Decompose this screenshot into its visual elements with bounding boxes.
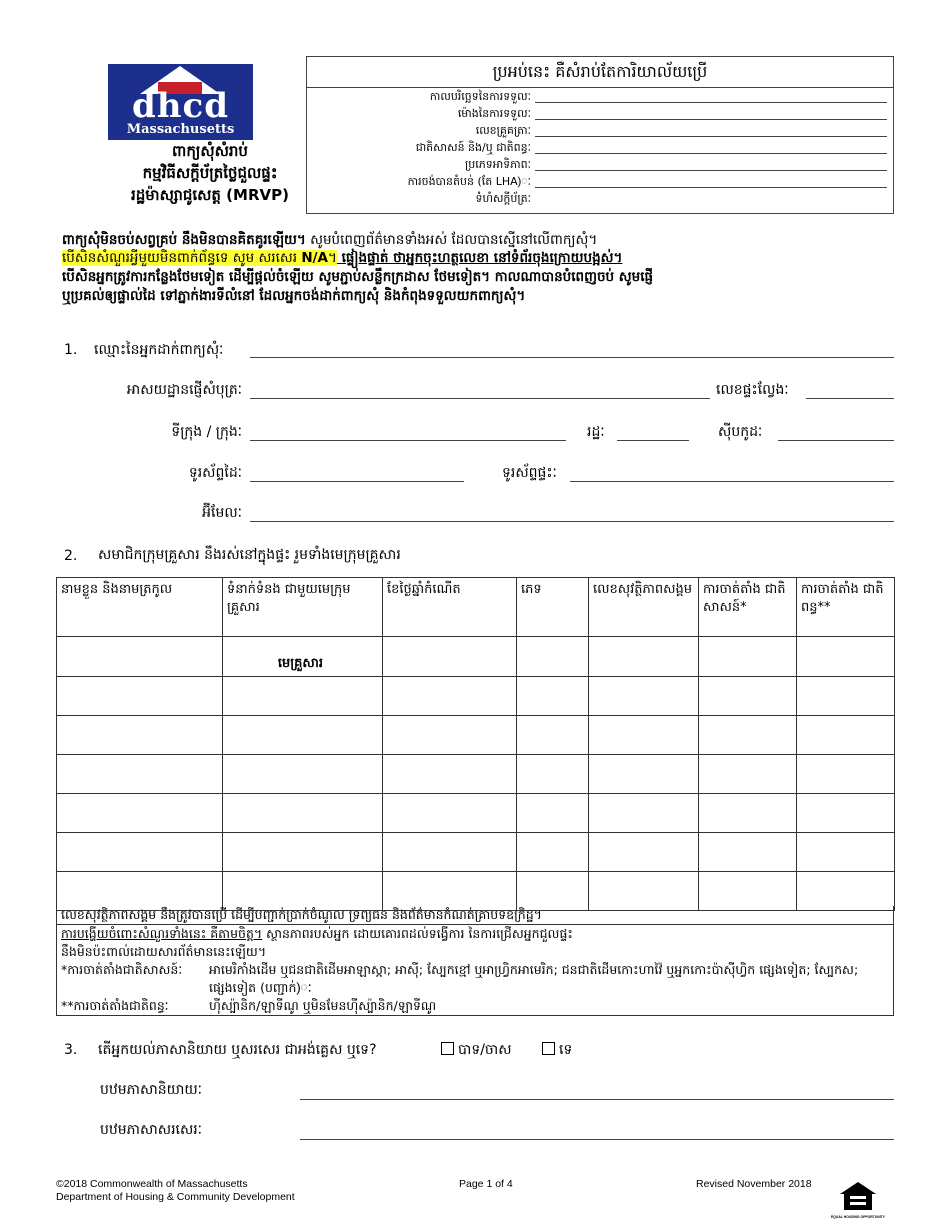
table-cell[interactable]	[589, 755, 699, 794]
mailing-address-label: អាសយដ្ឋានផ្ញើសំបុត្រៈ	[126, 382, 242, 398]
table-cell[interactable]	[223, 677, 383, 716]
table-cell[interactable]	[223, 872, 383, 911]
section-1-number: 1.	[64, 342, 78, 358]
col-dob-header: ខែថ្ងៃឆ្នាំកំណើត	[383, 578, 517, 637]
table-cell[interactable]	[383, 833, 517, 872]
primary-spoken-label: បឋមភាសានិយាយៈ	[100, 1082, 203, 1098]
table-cell[interactable]	[797, 794, 895, 833]
office-field-time-received[interactable]	[307, 105, 893, 122]
table-cell[interactable]	[383, 637, 517, 677]
office-field-priority-type[interactable]	[307, 156, 893, 173]
section-3-number: 3.	[64, 1042, 78, 1058]
no-checkbox[interactable]	[542, 1042, 555, 1055]
table-cell[interactable]	[517, 637, 589, 677]
apt-number-field[interactable]	[806, 398, 894, 399]
table-row	[57, 755, 895, 794]
office-field-control-number[interactable]	[307, 122, 893, 139]
table-cell[interactable]	[699, 794, 797, 833]
table-cell[interactable]	[797, 677, 895, 716]
table-cell[interactable]	[57, 716, 223, 755]
table-cell[interactable]	[517, 794, 589, 833]
office-field-label: កាលបរិច្ឆេទនៃការទទួលៈ	[429, 90, 531, 103]
office-field-date-received[interactable]	[307, 88, 893, 105]
table-cell[interactable]	[223, 755, 383, 794]
table-cell[interactable]	[57, 637, 223, 677]
instruction-text: សូមបំពេញព័ត៌មានទាំងអស់ ដែលបានស្នើនៅលើពាក្យសុំ។	[305, 232, 598, 248]
instruction-line-3: បើសិនអ្នកត្រូវការកន្លែងថែមទៀត ដើម្បីផ្ដល់ចំឡើយ សូមភ្ជាប់សន្លឹកក្រដាស ថែមទៀត។ កាលណាបានបំពេញចប់ សូមផ្ញើ	[62, 269, 654, 285]
yes-label: បាទ/ចាស	[458, 1042, 512, 1058]
ssn-note: លេខសុវត្ថិភាពសង្គម នឹងត្រូវបានប្រើ ដើម្បីបញ្ជាក់ប្រាក់ចំណូល ទ្រព្យធន និងព័ត៌មានកំណត់គ្រាបទឧក្រិដ្ឋ។	[57, 906, 893, 925]
table-cell[interactable]	[517, 716, 589, 755]
footer-revised: Revised November 2018	[696, 1178, 812, 1190]
footer-department: Department of Housing & Community Development	[56, 1191, 295, 1203]
table-cell[interactable]	[383, 755, 517, 794]
office-field-label: ប្រភេទអាទិភាពៈ	[465, 158, 531, 171]
equal-housing-icon	[830, 1180, 886, 1220]
primary-written-label: បឋមភាសាសរសេរៈ	[100, 1122, 203, 1138]
table-cell[interactable]	[797, 833, 895, 872]
table-cell[interactable]	[223, 794, 383, 833]
table-cell[interactable]	[517, 755, 589, 794]
ethnicity-definition-label: **ការចាត់តាំងជាតិពន្ធៈ	[61, 998, 169, 1013]
table-cell[interactable]	[589, 872, 699, 911]
table-cell[interactable]	[383, 716, 517, 755]
table-row	[57, 872, 895, 911]
table-cell[interactable]	[57, 755, 223, 794]
instruction-line-2	[62, 248, 622, 268]
equal-housing-logo-svg	[830, 1180, 886, 1220]
footer-page-number: Page 1 of 4	[459, 1178, 513, 1190]
app-title-line-1: ពាក្យសុំសំរាប់	[172, 142, 248, 160]
household-table	[56, 577, 895, 911]
office-field-race-ethnicity[interactable]	[307, 139, 893, 156]
table-cell[interactable]	[383, 677, 517, 716]
col-ethnicity-header: ការចាត់តាំង ជាតិពន្ធ**	[797, 578, 895, 637]
table-cell[interactable]	[589, 794, 699, 833]
section-2-number: 2.	[64, 548, 78, 564]
english-question: តើអ្នកយល់ភាសានិយាយ ឬសរសេរ ជាអង់គ្លេស ឬទេ?	[98, 1042, 377, 1058]
table-row	[57, 637, 895, 677]
section-2-title: សមាជិកក្រុមគ្រួសារ នឹងរស់នៅក្នុងផ្ទះ រួមទាំងមេក្រុមគ្រួសារ	[98, 547, 401, 563]
table-cell[interactable]	[517, 833, 589, 872]
table-cell[interactable]	[797, 755, 895, 794]
na-text: N/A	[301, 250, 328, 266]
apt-number-label: លេខផ្ទះល្វែងៈ	[716, 382, 789, 398]
dhcd-logo	[108, 64, 253, 140]
head-of-household-label: មេគ្រួសារ	[277, 656, 324, 671]
instruction-line-1	[62, 230, 597, 250]
primary-written-field[interactable]	[300, 1139, 894, 1140]
logo-subtitle: Massachusetts	[126, 122, 235, 137]
ethnicity-definition	[57, 997, 893, 1015]
office-field-region-preference[interactable]	[307, 173, 893, 190]
table-cell[interactable]	[383, 794, 517, 833]
city-town-field[interactable]	[250, 440, 566, 441]
table-cell[interactable]	[699, 755, 797, 794]
office-field-label: ទំហំសក្ដីប័ត្រៈ	[475, 192, 531, 205]
office-field-label: ជាតិសាសន៍ និង/ឬ ជាតិពន្ធៈ	[415, 141, 531, 154]
table-cell[interactable]	[589, 677, 699, 716]
table-cell[interactable]	[517, 872, 589, 911]
applicant-name-field[interactable]	[250, 357, 894, 358]
app-title-line-2: កម្មវិធីសក្ដីប័ត្រថ្លៃជួលផ្ទះ	[142, 164, 278, 182]
table-cell[interactable]	[699, 833, 797, 872]
table-cell[interactable]	[57, 677, 223, 716]
office-field-label: ម៉ោងនៃការទទួលៈ	[457, 107, 531, 120]
table-row	[57, 794, 895, 833]
optional-note-line-2: នឹងមិនប៉ះពាល់ដោយសារព័ត៌មាននេះឡើយ។	[61, 944, 267, 959]
table-cell[interactable]	[797, 872, 895, 911]
instruction-highlight: បើសិនសំណួរអ្វីមួយមិនពាក់ព័ន្ធទេ សូម សរសេរ N/A។	[62, 250, 337, 266]
optional-note-underlined: ការបង្ហើយចំពោះសំណួរទាំងនេះ គឺតាមចិត្ត។	[61, 926, 263, 941]
state-field[interactable]	[617, 440, 689, 441]
optional-note	[57, 925, 893, 943]
table-cell[interactable]	[699, 637, 797, 677]
table-cell[interactable]	[57, 794, 223, 833]
home-phone-label: ទូរស័ព្ទផ្ទះៈ	[502, 465, 557, 481]
table-cell[interactable]	[383, 872, 517, 911]
race-definition	[57, 961, 893, 997]
table-cell[interactable]	[223, 833, 383, 872]
office-use-box	[306, 56, 894, 214]
yes-checkbox[interactable]	[441, 1042, 454, 1055]
english-no-option[interactable]	[542, 1040, 572, 1060]
col-relationship-header: ទំនាក់ទំនង ជាមួយមេក្រុមគ្រួសារ	[223, 578, 383, 637]
office-use-header: ប្រអប់នេះ គឺសំរាប់តែការិយាល័យប្រើ	[307, 57, 893, 88]
office-field-label: លេខគ្រួគត្រាៈ	[475, 124, 531, 137]
race-definition-values: អាមេរិកាំងដើម ឬជនជាតិដើមអាឡាស្កា; អាស៊ី; ស្បែកខ្មៅ ឬអាហ្វ្រិកអាមេរិក; ជនជាតិដើមកោះហាវ៉ៃ ឬអ្នកកោះប៉ាស៊ីហ្វិក ផ្សេងទៀត; ស្បែកស; ផ្សេងទៀត (បញ្ជាក់)ៈ	[209, 962, 859, 995]
table-cell[interactable]	[589, 716, 699, 755]
cell-phone-label: ទូរស័ព្ទដៃៈ	[188, 465, 242, 481]
table-header-row	[57, 578, 895, 637]
office-field-label: ការចង់បានតំបន់ (តែ LHA)ៈ	[407, 175, 531, 188]
table-cell[interactable]	[517, 677, 589, 716]
table-cell[interactable]	[699, 872, 797, 911]
table-row	[57, 833, 895, 872]
table-row	[57, 677, 895, 716]
col-sex-header: ភេទ	[517, 578, 589, 637]
col-race-header: ការចាត់តាំង ជាតិសាសន៍*	[699, 578, 797, 637]
english-yes-option[interactable]	[441, 1040, 512, 1060]
mailing-address-field[interactable]	[250, 398, 710, 399]
table-row	[57, 716, 895, 755]
instruction-sign-note: ផ្ទៀងផ្ទាត់ ថាអ្នកចុះហត្ថលេខា នៅទំព័រចុងក្រោយបង្អស់។	[336, 250, 623, 266]
instruction-line-4: ឬប្រគល់ឲ្យផ្ទាល់ដៃ ទៅភ្នាក់ងារទីលំនៅ ដែលអ្នកចង់ដាក់ពាក្យសុំ និងកំពុងទទួលយកពាក្យសុំ។	[62, 288, 526, 304]
primary-spoken-field[interactable]	[300, 1099, 894, 1100]
zip-label: ស៊ីបកូដៈ	[718, 424, 763, 440]
head-of-household-cell	[223, 637, 383, 677]
table-notes	[56, 906, 894, 1016]
table-cell[interactable]	[57, 833, 223, 872]
instruction-bold: ពាក្យសុំមិនចប់សព្វគ្រប់ នឹងមិនបានគិតគូរឡើយ។	[62, 232, 306, 248]
email-label: អ៊ីមែលៈ	[202, 505, 242, 521]
zip-field[interactable]	[778, 440, 894, 441]
table-cell[interactable]	[589, 637, 699, 677]
home-phone-field[interactable]	[570, 481, 894, 482]
ethnicity-definition-values: ហ៊ីស្ប៉ានិក/ឡាទីណូ ឬមិនមែនហ៊ីស្ប៉ានិក/ឡាទីណូ	[209, 998, 437, 1013]
col-name-header: នាមខ្លួន និងនាមត្រកូល	[57, 578, 223, 637]
table-cell[interactable]	[699, 716, 797, 755]
office-field-voucher-size[interactable]	[307, 190, 893, 207]
table-cell[interactable]	[223, 716, 383, 755]
col-ssn-header: លេខសុវត្ថិភាពសង្គម	[589, 578, 699, 637]
footer-copyright: ©2018 Commonwealth of Massachusetts	[56, 1178, 248, 1190]
logo-wordmark: dhcd	[132, 86, 229, 126]
city-town-label: ទីក្រុង / ក្រុងៈ	[171, 424, 242, 440]
eho-caption: EQUAL HOUSING OPPORTUNITY	[830, 1215, 886, 1219]
table-cell[interactable]	[797, 637, 895, 677]
state-label: រដ្ឋៈ	[587, 424, 605, 440]
email-field[interactable]	[250, 521, 894, 522]
table-cell[interactable]	[699, 677, 797, 716]
race-definition-label: *ការចាត់តាំងជាតិសាសន៍ៈ	[61, 962, 183, 977]
applicant-name-label: ឈ្មោះនៃអ្នកដាក់ពាក្យសុំៈ	[94, 342, 224, 358]
no-label: ទេ	[559, 1042, 573, 1058]
app-title-line-3	[100, 185, 320, 205]
table-cell[interactable]	[797, 716, 895, 755]
cell-phone-field[interactable]	[250, 481, 464, 482]
table-cell[interactable]	[57, 872, 223, 911]
optional-note-text: ស្ថានភាពរបស់អ្នក ដោយគោរពដល់ទង្វើការ នៃការជ្រើសអ្នកជួលផ្ទះ	[262, 926, 573, 941]
table-cell[interactable]	[589, 833, 699, 872]
app-title-line-3-text: រដ្ឋម៉ាស្សាជូសេត្ត (MRVP)	[131, 186, 289, 204]
